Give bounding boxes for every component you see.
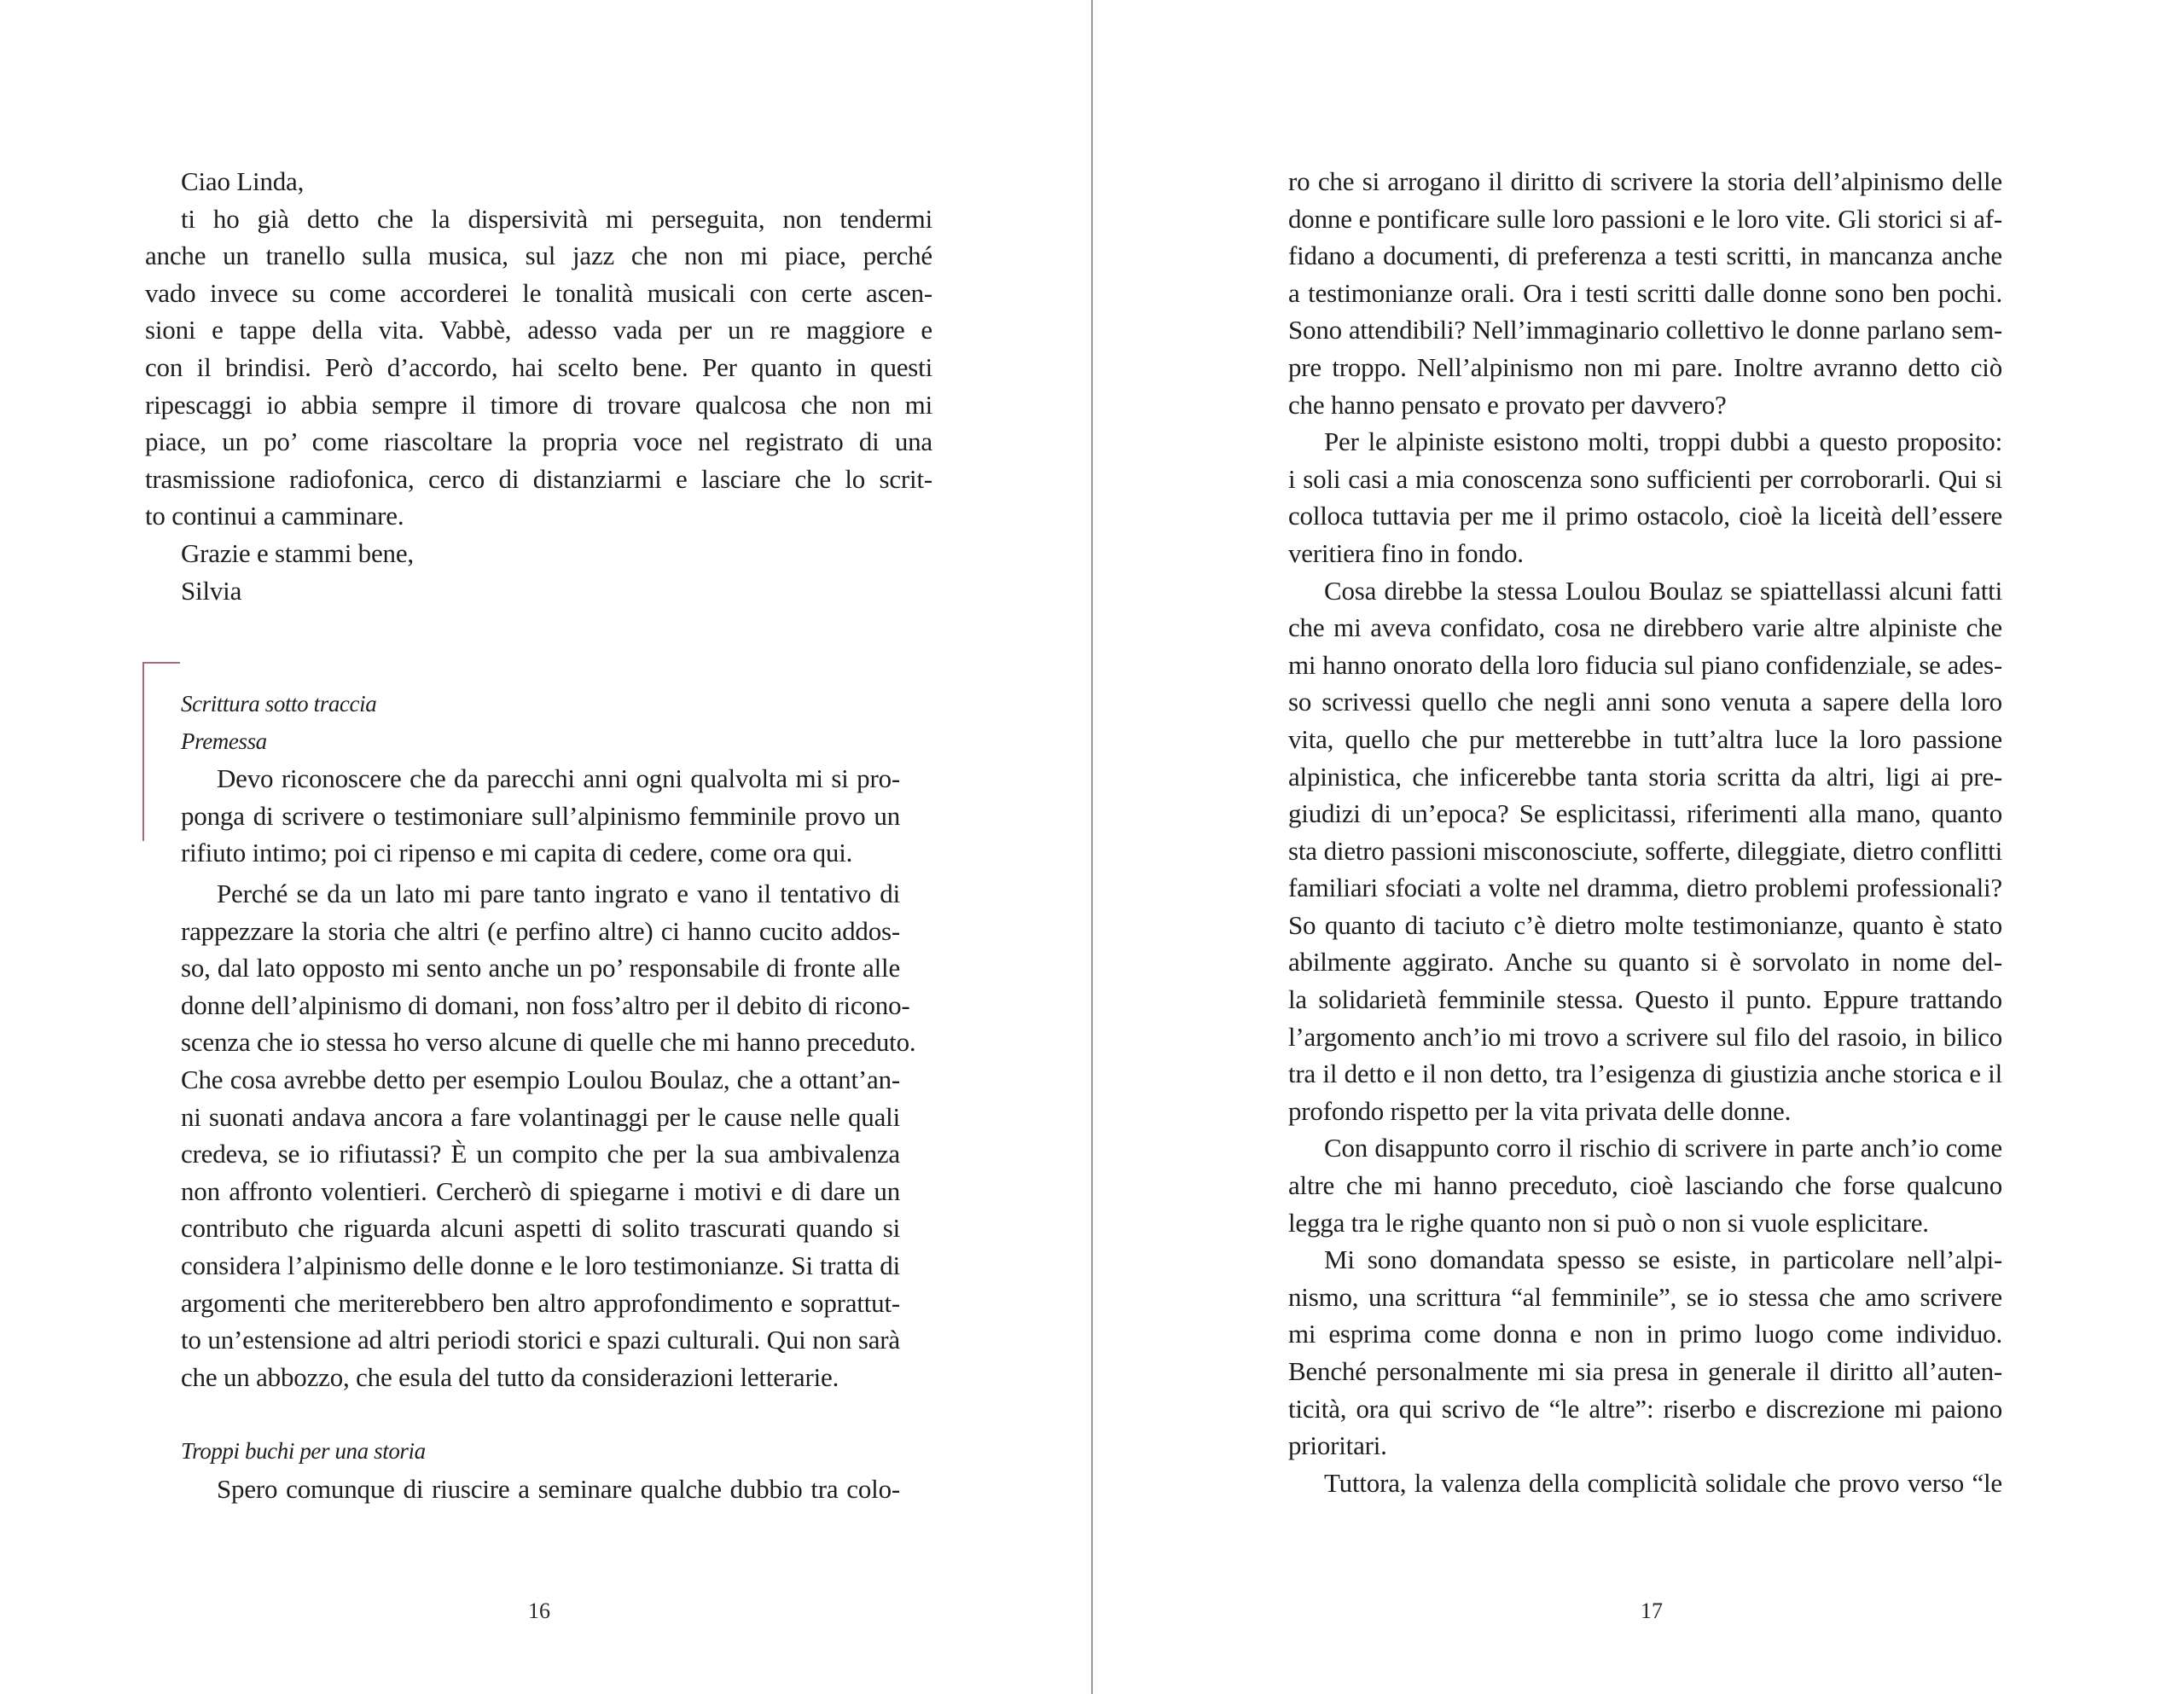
page-number: 17 (1641, 1598, 1663, 1623)
paragraph-line: Per le alpiniste esistono molti, troppi dubbi a questo proposito: (1324, 426, 2002, 457)
paragraph-line: i soli casi a mia conoscenza sono sufficienti per corroborarli. Qui si (1288, 463, 2002, 494)
letter-line: con il brindisi. Però d’accordo, hai scelto bene. Per quanto in questi (145, 351, 932, 382)
paragraph-line: donne e pontificare sulle loro passioni e le loro vite. Gli storici si af- (1288, 203, 2002, 234)
paragraph-line: so scrivessi quello che negli anni sono venuta a sapere della loro (1288, 687, 2002, 717)
paragraph-line: che un abbozzo, che esula del tutto da considerazioni letterarie. (181, 1361, 839, 1392)
paragraph-line: ponga di scrivere o testimoniare sull’alpinismo femminile provo un (181, 800, 900, 831)
paragraph-line: l’argomento anch’io mi trovo a scrivere sul filo del rasoio, in bilico (1288, 1021, 2002, 1052)
paragraph-line: altre che mi hanno preceduto, cioè lasciando che forse qualcuno (1288, 1170, 2002, 1201)
right-text (1288, 163, 2002, 1501)
letter-line: ripescaggi io abbia sempre il timore di trovare qualcosa che non mi (145, 389, 932, 420)
paragraph-line: vita, quello che pur metterebbe in tutt’altra luce la loro passione (1288, 723, 2002, 754)
paragraph-line: rappezzare la storia che altri (e perfino altre) ci hanno cucito addos- (181, 915, 900, 946)
paragraph-line: Perché se da un lato mi pare tanto ingrato e vano il tentativo di (217, 878, 900, 908)
paragraph-line: donne dell’alpinismo di domani, non foss’altro per il debito di ricono- (181, 989, 910, 1020)
paragraph-line: ro che si arrogano il diritto di scrivere la storia dell’alpinismo delle (1288, 166, 2002, 196)
paragraph-line: Tuttora, la valenza della complicità solidale che provo verso “le (1324, 1467, 2002, 1498)
paragraph-line: credeva, se io rifiutassi? È un compito che per la sua ambivalenza (181, 1139, 900, 1169)
paragraph-line: ticità, ora qui scrivo de “le altre”: riserbo e discrezione mi paiono (1288, 1393, 2002, 1424)
section-subheading: Troppi buchi per una storia (181, 1438, 426, 1465)
paragraph-line: prioritari. (1288, 1430, 1387, 1461)
paragraph-line: mi esprima come donna e non in primo luogo come individuo. (1288, 1319, 2002, 1349)
letter (145, 163, 932, 609)
paragraph-line: che mi aveva confidato, cosa ne direbbero varie altre alpiniste che (1288, 612, 2002, 643)
paragraph-line: argomenti che meriterebbero ben altro approfondimento e soprattut- (181, 1287, 900, 1318)
paragraph-line: nismo, una scrittura “al femminile”, se io stessa che amo scrivere (1288, 1281, 2002, 1312)
letter-closing: Grazie e stammi bene, (181, 537, 414, 568)
section-subtitle: Premessa (181, 728, 267, 754)
paragraph-line: colloca tuttavia per me il primo ostacolo, cioè la liceità dell’essere (1288, 501, 2002, 531)
letter-signature: Silvia (181, 575, 242, 606)
page-number: 16 (528, 1598, 550, 1623)
paragraph-line: tra il detto e il non detto, tra l’esigenza di giustizia anche storica e il (1288, 1059, 2002, 1089)
right-page (1094, 0, 2184, 1694)
paragraph-line: So quanto di taciuto c’è dietro molte testimonianze, quanto è stato (1288, 909, 2002, 940)
paragraph-line: so, dal lato opposto mi sento anche un po’ responsabile di fronte alle (181, 953, 900, 983)
paragraph-line: profondo rispetto per la vita privata delle donne. (1288, 1095, 1792, 1126)
paragraph-line: mi hanno onorato della loro fiducia sul piano confidenziale, se ades- (1288, 649, 2002, 680)
paragraph-line: Che cosa avrebbe detto per esempio Loulou Boulaz, che a ottant’an- (181, 1064, 900, 1094)
paragraph-line: che hanno pensato e provato per davvero? (1288, 389, 1727, 420)
letter-line: ti ho già detto che la dispersività mi perseguita, non tendermi (181, 203, 932, 234)
paragraph-line: Con disappunto corro il rischio di scrivere in parte anch’io come (1324, 1133, 2002, 1163)
section-bracket-ornament (142, 662, 180, 841)
paragraph-line: Mi sono domandata spesso se esiste, in particolare nell’alpi- (1324, 1244, 2002, 1275)
paragraph-line: fidano a documenti, di preferenza a testi scritti, in mancanza anche (1288, 241, 2002, 271)
paragraph-line: rifiuto intimo; poi ci ripenso e mi capita di cedere, come ora qui. (181, 838, 853, 868)
letter-line: vado invece su come accorderei le tonalità musicali con certe ascen- (145, 277, 932, 308)
paragraph-line: veritiera fino in fondo. (1288, 537, 1524, 568)
section-title: Scrittura sotto traccia (181, 691, 377, 716)
paragraph-line: considera l’alpinismo delle donne e le loro testimonianze. Si tratta di (181, 1250, 900, 1280)
section (181, 686, 916, 1507)
paragraph-line: a testimonianze orali. Ora i testi scritti dalle donne sono ben pochi. (1288, 277, 2002, 308)
letter-line: sioni e tappe della vita. Vabbè, adesso vada per un re maggiore e (145, 315, 932, 345)
letter-line: to continui a camminare. (145, 501, 404, 531)
paragraph-line: legga tra le righe quanto non si può o non si vuole esplicitare. (1288, 1207, 1929, 1238)
paragraph-line: to un’estensione ad altri periodi storici e spazi culturali. Qui non sarà (181, 1325, 900, 1355)
letter-greeting: Ciao Linda, (181, 166, 305, 196)
paragraph-line: Benché personalmente mi sia presa in generale il diritto all’auten- (1288, 1356, 2002, 1386)
paragraph-line: abilmente aggirato. Anche su quanto si è sorvolato in nome del- (1288, 947, 2002, 978)
paragraph-line: contributo che riguarda alcuni aspetti di solito trascurati quando si (181, 1213, 900, 1244)
paragraph-line: Devo riconoscere che da parecchi anni ogni qualvolta mi si pro- (217, 763, 900, 794)
paragraph-line: giudizi di un’epoca? Se esplicitassi, riferimenti alla mano, quanto (1288, 798, 2002, 829)
paragraph-line: scenza che io stessa ho verso alcune di quelle che mi hanno preceduto. (181, 1027, 916, 1058)
paragraph-line: Cosa direbbe la stessa Loulou Boulaz se spiattellassi alcuni fatti (1324, 575, 2002, 606)
paragraph-line: ni suonati andava ancora a fare volantinaggi per le cause nelle quali (181, 1101, 900, 1132)
paragraph-line: Spero comunque di riuscire a seminare qualche dubbio tra colo- (217, 1473, 900, 1504)
paragraph-line: sta dietro passioni misconosciute, sofferte, dileggiate, dietro conflitti (1288, 835, 2002, 866)
paragraph-line: la solidarietà femminile stessa. Questo il punto. Eppure trattando (1288, 984, 2002, 1015)
letter-line: anche un tranello sulla musica, sul jazz che non mi piace, perché (145, 241, 932, 271)
paragraph-line: non affronto volentieri. Cercherò di spiegarne i motivi e di dare un (181, 1175, 900, 1206)
paragraph-line: pre troppo. Nell’alpinismo non mi pare. Inoltre avranno detto ciò (1288, 351, 2002, 382)
paragraph-line: alpinistica, che inficerebbe tanta storia scritta da altri, ligi ai pre- (1288, 761, 2002, 792)
letter-line: piace, un po’ come riascoltare la propria voce nel registrato di una (145, 426, 932, 457)
letter-line: trasmissione radiofonica, cerco di distanziarmi e lasciare che lo scrit- (145, 463, 932, 494)
paragraph-line: Sono attendibili? Nell’immaginario collettivo le donne parlano sem- (1288, 315, 2002, 345)
paragraph-line: familiari sfociati a volte nel dramma, dietro problemi professionali? (1288, 873, 2002, 903)
page-divider (1091, 0, 1093, 1694)
